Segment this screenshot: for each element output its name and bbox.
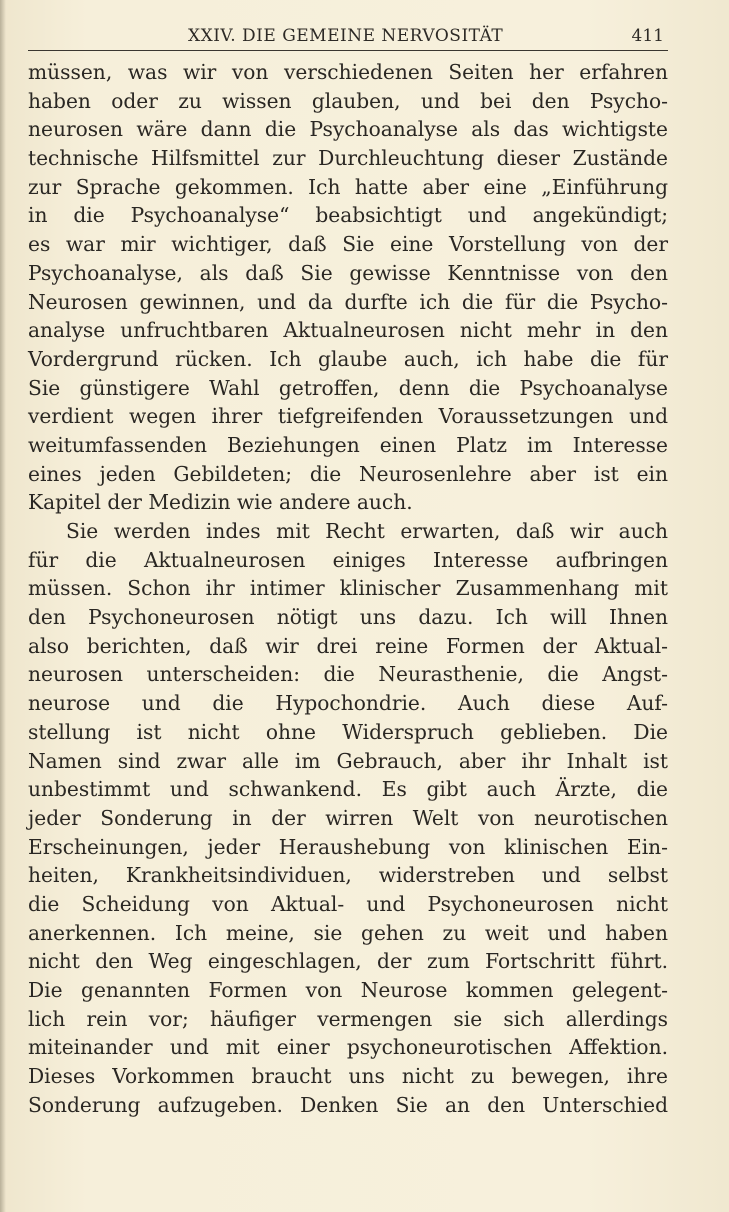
- text-line: technische Hilfsmittel zur Durchleuchtung dieser Zustände: [28, 146, 668, 171]
- text-line: Dieses Vorkommen braucht uns nicht zu bewegen, ihre: [28, 1064, 668, 1089]
- text-line: verdient wegen ihrer tiefgreifenden Voraussetzungen und: [28, 404, 668, 429]
- text-line: müssen, was wir von verschiedenen Seiten her erfahren: [28, 60, 668, 84]
- text-line: Sie günstigere Wahl getroffen, denn die Psychoanalyse: [28, 375, 668, 400]
- text-line: stellung ist nicht ohne Widerspruch geblieben. Die: [28, 719, 668, 744]
- body-text: [28, 58, 668, 1119]
- text-line: heiten, Krankheitsindividuen, widerstreben und selbst: [28, 863, 668, 888]
- text-line: anerkennen. Ich meine, sie gehen zu weit und haben: [28, 920, 668, 945]
- text-line: miteinander und mit einer psychoneurotischen Affektion.: [28, 1035, 668, 1060]
- running-head: XXIV. DIE GEMEINE NERVOSITÄT: [188, 26, 504, 46]
- paragraph-last-line: Kapitel der Medizin wie andere auch.: [28, 490, 413, 515]
- text-line: also berichten, daß wir drei reine Formen der Aktual-: [28, 633, 668, 658]
- text-line: den Psychoneurosen nötigt uns dazu. Ich will Ihnen: [28, 605, 668, 630]
- text-line: neurosen wäre dann die Psychoanalyse als das wichtigste: [28, 117, 668, 142]
- text-line: es war mir wichtiger, daß Sie eine Vorstellung von der: [28, 232, 668, 257]
- text-line: jeder Sonderung in der wirren Welt von neurotischen: [28, 805, 668, 830]
- text-line: Die genannten Formen von Neurose kommen gelegent-: [28, 978, 668, 1002]
- text-line: Vordergrund rücken. Ich glaube auch, ich habe die für: [28, 346, 668, 371]
- text-line: Psychoanalyse, als daß Sie gewisse Kenntnisse von den: [28, 260, 668, 285]
- text-line: Namen sind zwar alle im Gebrauch, aber ihr Inhalt ist: [28, 748, 668, 773]
- page-gutter-shadow: [0, 0, 6, 1212]
- text-line: nicht den Weg eingeschlagen, der zum Fortschritt führt.: [28, 949, 668, 974]
- text-line: die Scheidung von Aktual- und Psychoneurosen nicht: [28, 891, 668, 916]
- text-line: Sonderung aufzugeben. Denken Sie an den Unterschied: [28, 1092, 668, 1117]
- text-line: zur Sprache gekommen. Ich hatte aber eine „Einführung: [28, 174, 668, 199]
- text-line: haben oder zu wissen glauben, und bei den Psycho-: [28, 88, 668, 113]
- text-line: neurosen unterscheiden: die Neurasthenie, die Angst-: [28, 662, 668, 687]
- text-line: Neurosen gewinnen, und da durfte ich die für die Psycho-: [28, 289, 668, 314]
- text-line: weitumfassenden Beziehungen einen Platz im Interesse: [28, 432, 668, 457]
- text-line: unbestimmt und schwankend. Es gibt auch Ärzte, die: [28, 777, 668, 802]
- text-line: müssen. Schon ihr intimer klinischer Zusammenhang mit: [28, 576, 668, 601]
- text-line: für die Aktualneurosen einiges Interesse aufbringen: [28, 547, 668, 572]
- text-line: lich rein vor; häufiger vermengen sie sich allerdings: [28, 1006, 668, 1031]
- text-line: in die Psychoanalyse“ beabsichtigt und angekündigt;: [28, 203, 668, 228]
- page-number: 411: [631, 26, 664, 46]
- text-line: eines jeden Gebildeten; die Neurosenlehre aber ist ein: [28, 461, 668, 486]
- text-line: Erscheinungen, jeder Heraushebung von klinischen Ein-: [28, 834, 668, 859]
- page-header: [28, 22, 668, 51]
- paragraph-first-line: Sie werden indes mit Recht erwarten, daß wir auch: [66, 519, 668, 543]
- text-line: analyse unfruchtbaren Aktualneurosen nicht mehr in den: [28, 318, 668, 343]
- text-line: neurose und die Hypochondrie. Auch diese Auf-: [28, 691, 668, 716]
